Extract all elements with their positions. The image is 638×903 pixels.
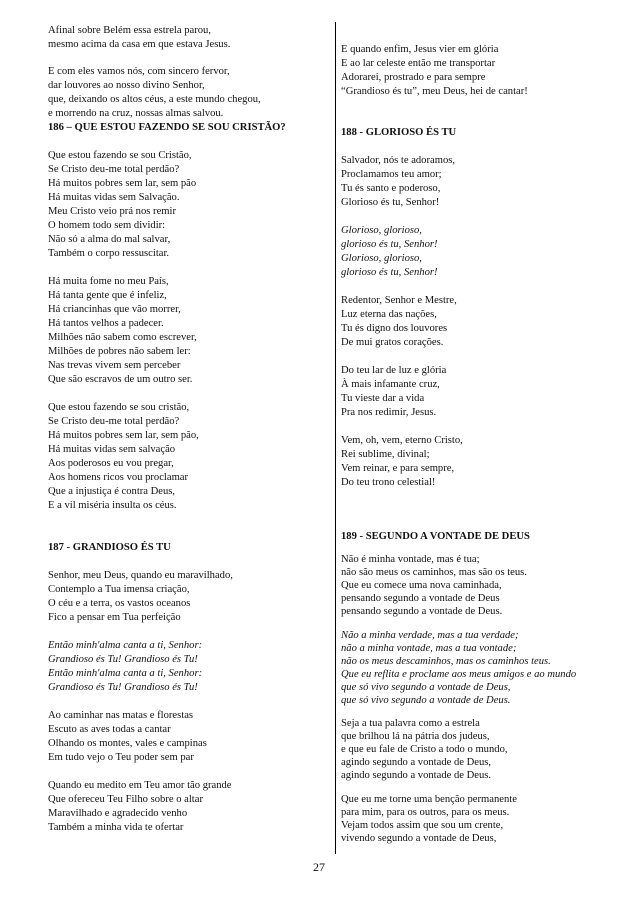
left-verse-line: Se Cristo deu-me total perdão? — [48, 416, 180, 427]
right-verse-line: De mui gratos corações. — [341, 337, 444, 348]
right-verse-line: Glorioso és tu, Senhor! — [341, 197, 440, 208]
left-verse-line: Então minh'alma canta a ti, Senhor: — [48, 668, 203, 679]
right-verse-line: Tu és santo e poderoso, — [341, 183, 441, 194]
right-verse-line: Vejam todos assim que sou um crente, — [341, 820, 504, 831]
right-verse-line: glorioso és tu, Senhor! — [341, 267, 438, 278]
left-verse-line: Maravilhado e agradecido venho — [48, 808, 188, 819]
left-verse-line: Senhor, meu Deus, quando eu maravilhado, — [48, 570, 233, 581]
right-verse-line: que só vivo segundo a vontade de Deus. — [341, 695, 511, 706]
left-verse-line: Que a injustiça é contra Deus, — [48, 486, 176, 497]
left-verse-line: O homem todo sem dividir: — [48, 220, 166, 231]
left-verse-line: Não só a alma do mal salvar, — [48, 234, 171, 245]
right-verse-line: Vem reinar, e para sempre, — [341, 463, 455, 474]
left-verse-line: que, deixando os altos céus, a este mundo chegou, — [48, 94, 261, 105]
right-verse-line: “Grandioso és tu”, meu Deus, hei de cantar! — [341, 86, 528, 97]
right-verse-line: Do teu trono celestial! — [341, 477, 436, 488]
left-verse-line: Há muitos pobres sem lar, sem pão, — [48, 430, 199, 441]
right-verse-line: Do teu lar de luz e glória — [341, 365, 447, 376]
hymn-title: 189 - SEGUNDO A VONTADE DE DEUS — [341, 531, 530, 542]
left-verse-line: Também o corpo ressuscitar. — [48, 248, 170, 259]
left-verse-line: Contemplo a Tua imensa criação, — [48, 584, 190, 595]
left-verse-line: Aos homens ricos vou proclamar — [48, 472, 189, 483]
right-verse-line: Rei sublime, divinal; — [341, 449, 430, 460]
left-verse-line: E com eles vamos nós, com sincero fervor, — [48, 66, 230, 77]
right-verse-line: Salvador, nós te adoramos, — [341, 155, 456, 166]
left-verse-line: Olhando os montes, vales e campinas — [48, 738, 207, 749]
left-verse-line: Fico a pensar em Tua perfeição — [48, 612, 181, 623]
left-verse-line: Grandioso és Tu! Grandioso és Tu! — [48, 654, 198, 665]
right-verse-line: Seja a tua palavra como a estrela — [341, 718, 480, 729]
left-verse-line: Afinal sobre Belém essa estrela parou, — [48, 25, 211, 36]
hymn-title: 186 – QUE ESTOU FAZENDO SE SOU CRISTÃO? — [48, 122, 286, 133]
right-verse-line: pensando segundo a vontade de Deus — [341, 593, 500, 604]
right-verse-line: E quando enfim, Jesus vier em glória — [341, 44, 499, 55]
right-verse-line: Vem, oh, vem, eterno Cristo, — [341, 435, 463, 446]
left-verse-line: Há tantos velhos a padecer. — [48, 318, 164, 329]
left-verse-line: Grandioso és Tu! Grandioso és Tu! — [48, 682, 198, 693]
hymn-title: 187 - GRANDIOSO ÉS TU — [48, 542, 171, 553]
right-verse-line: e que eu fale de Cristo a todo o mundo, — [341, 744, 508, 755]
left-verse-line: Também a minha vida te ofertar — [48, 822, 184, 833]
right-verse-line: Não é minha vontade, mas é tua; — [341, 554, 480, 565]
left-verse-line: e morrendo na cruz, nossas almas salvou. — [48, 108, 224, 119]
hymn-title: 188 - GLORIOSO ÉS TU — [341, 127, 457, 138]
right-verse-line: não os meus descaminhos, mas os caminhos teus. — [341, 656, 551, 667]
right-verse-line: para mim, para os outros, para os meus. — [341, 807, 510, 818]
right-verse-line: Que eu reflita e proclame aos meus amigos e ao mundo — [341, 669, 577, 680]
right-verse-line: Pra nos redimir, Jesus. — [341, 407, 437, 418]
right-verse-line: À mais infamante cruz, — [341, 379, 440, 390]
page-number: 27 — [313, 860, 325, 874]
left-verse-line: Que estou fazendo se sou Cristão, — [48, 150, 192, 161]
right-verse-line: Glorioso, glorioso, — [341, 225, 422, 236]
left-verse-line: Então minh'alma canta a ti, Senhor: — [48, 640, 203, 651]
left-verse-line: Há tanta gente que é infeliz, — [48, 290, 167, 301]
left-verse-line: Ao caminhar nas matas e florestas — [48, 710, 194, 721]
left-verse-line: Há muitos pobres sem lar, sem pão — [48, 178, 197, 189]
right-verse-line: Não a minha verdade, mas a tua verdade; — [341, 630, 519, 641]
right-verse-line: Glorioso, glorioso, — [341, 253, 422, 264]
right-verse-line: que brilhou lá na pátria dos judeus, — [341, 731, 490, 742]
left-verse-line: Há muitas vidas sem Salvação. — [48, 192, 180, 203]
left-verse-line: Milhões de pobres não sabem ler: — [48, 346, 191, 357]
right-verse-line: Luz eterna das nações, — [341, 309, 437, 320]
right-verse-line: Redentor, Senhor e Mestre, — [341, 295, 457, 306]
right-verse-line: pensando segundo a vontade de Deus. — [341, 606, 503, 617]
left-verse-line: E a vil miséria insulta os céus. — [48, 500, 177, 511]
right-verse-line: que só vivo segundo a vontade de Deus, — [341, 682, 511, 693]
left-verse-line: Quando eu medito em Teu amor tão grande — [48, 780, 232, 791]
right-verse-line: Proclamamos teu amor; — [341, 169, 442, 180]
left-verse-line: Em tudo vejo o Teu poder sem par — [48, 752, 194, 763]
right-verse-line: não são meus os caminhos, mas são os teus. — [341, 567, 527, 578]
right-verse-line: Adorarei, prostrado e para sempre — [341, 72, 486, 83]
left-verse-line: Há muitas vidas sem salvação — [48, 444, 176, 455]
right-verse-line: agindo segundo a vontade de Deus, — [341, 757, 492, 768]
right-verse-line: Que eu comece uma nova caminhada, — [341, 580, 502, 591]
left-verse-line: Escuto as aves todas a cantar — [48, 724, 171, 735]
left-verse-line: mesmo acima da casa em que estava Jesus. — [48, 39, 231, 50]
left-verse-line: O céu e a terra, os vastos oceanos — [48, 598, 191, 609]
left-verse-line: dar louvores ao nosso divino Senhor, — [48, 80, 205, 91]
right-verse-line: vivendo segundo a vontade de Deus, — [341, 833, 497, 844]
left-verse-line: Milhões não sabem como escrever, — [48, 332, 197, 343]
right-verse-line: Tu és digno dos louvores — [341, 323, 448, 334]
left-verse-line: Meu Cristo veio prá nos remir — [48, 206, 176, 217]
left-verse-line: Aos poderosos eu vou pregar, — [48, 458, 174, 469]
left-verse-line: Que ofereceu Teu Filho sobre o altar — [48, 794, 203, 805]
right-verse-line: glorioso és tu, Senhor! — [341, 239, 438, 250]
left-verse-line: Se Cristo deu-me total perdão? — [48, 164, 180, 175]
right-verse-line: não a minha vontade, mas a tua vontade; — [341, 643, 517, 654]
left-verse-line: Há criancinhas que vão morrer, — [48, 304, 181, 315]
left-verse-line: Que são escravos de um outro ser. — [48, 374, 193, 385]
left-verse-line: Que estou fazendo se sou cristão, — [48, 402, 190, 413]
column-divider — [335, 22, 336, 854]
right-verse-line: Tu vieste dar a vida — [341, 393, 425, 404]
right-verse-line: E ao lar celeste então me transportar — [341, 58, 496, 69]
left-verse-line: Há muita fome no meu País, — [48, 276, 169, 287]
left-verse-line: Nas trevas vivem sem perceber — [48, 360, 181, 371]
right-verse-line: Que eu me torne uma benção permanente — [341, 794, 517, 805]
right-verse-line: agindo segundo a vontade de Deus. — [341, 770, 492, 781]
